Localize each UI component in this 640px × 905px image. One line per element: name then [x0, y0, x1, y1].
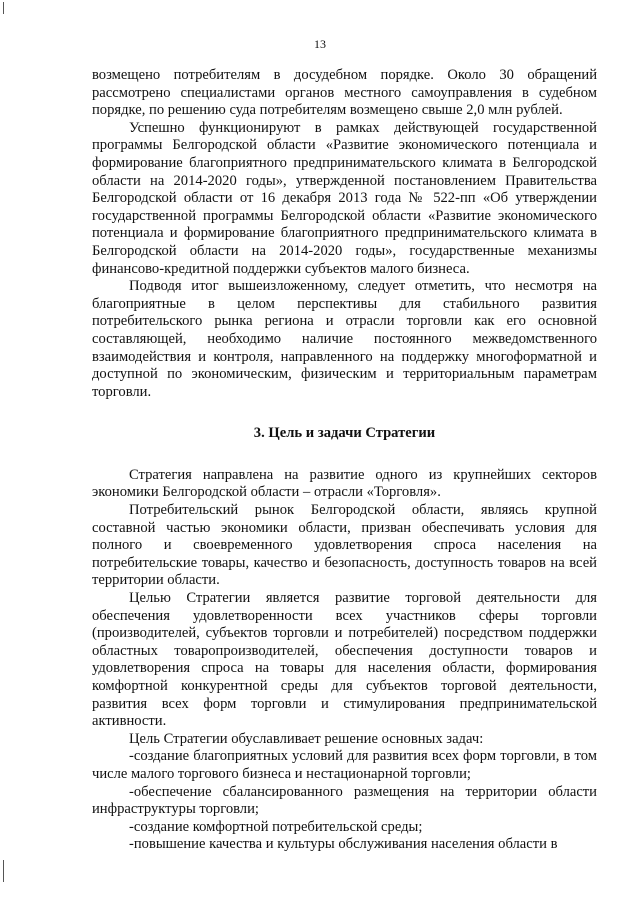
paragraph: Стратегия направлена на развитие одного из крупнейших секторов экономики Белгородской области – отрасли «Торговля». — [92, 466, 597, 501]
list-item: -создание благоприятных условий для развития всех форм торговли, в том числе малого торгового бизнеса и нестационарной торговли; — [92, 748, 597, 782]
paragraph: возмещено потребителям в досудебном порядке. Около 30 обращений рассмотрено специалистами органов местного самоуправления в судебном порядке, по решению суда потребителям возмещено свыше 2,0 млн рублей. — [92, 67, 597, 119]
paragraph: Подводя итог вышеизложенному, следует отметить, что несмотря на благоприятные в целом перспективы для стабильного развития потребительского рынка региона и отрасли торговли как его основной составляющей, необходимо наличие постоянного межведомственного взаимодействия и контроля, направленного на поддержку многоформатной и доступной по экономическим, физическим и территориальным параметрам торговли. — [92, 278, 597, 400]
list-item: -обеспечение сбалансированного размещения на территории области инфраструктуры торговли; — [92, 783, 597, 818]
paragraph: Успешно функционируют в рамках действующей государственной программы Белгородской области «Развитие экономического потенциала и формирование благоприятного предпринимательского климата в Белгородской области на 2014-2020 годы», утвержденной постановлением Правительства Белгородской области от 16 декабря 2013 года № 522-пп «Об утверждении государственной программы Белгородской области «Развитие экономического потенциала и формирование благоприятного предпринимательского климата в Белгородской области на 2014-2020 годы», государственные механизмы финансово-кредитной поддержки субъектов малого бизнеса. — [92, 119, 597, 277]
paragraph: Цель Стратегии обуславливает решение основных задач: — [129, 730, 484, 747]
list-item: -создание комфортной потребительской среды; — [129, 818, 423, 835]
paragraph: Целью Стратегии является развитие торговой деятельности для обеспечения удовлетворенности всех участников сферы торговли (производителей, субъектов торговли и потребителей) посредством поддержки областных товаропроизводителей, обеспечения доступности товаров и удовлетворения спроса на товары для населения области, формирования комфортной конкурентной среды для субъектов торговой деятельности, развития всех форм торговли и стимулирования предпринимательской активности. — [92, 590, 597, 730]
paragraph: Потребительский рынок Белгородской области, являясь крупной составной частью экономики области, призван обеспечивать условия для полного и своевременного удовлетворения спроса населения на потребительские товары, качество и безопасность, доступность товаров на всей территории области. — [92, 502, 597, 589]
list-item: -повышение качества и культуры обслуживания населения области в — [129, 836, 558, 853]
section-heading: 3. Цель и задачи Стратегии — [253, 425, 436, 442]
document-body — [92, 67, 597, 854]
page-number: 13 — [314, 37, 326, 51]
scan-edge-mark-bottom — [3, 860, 4, 882]
scan-edge-mark-top — [3, 2, 4, 14]
